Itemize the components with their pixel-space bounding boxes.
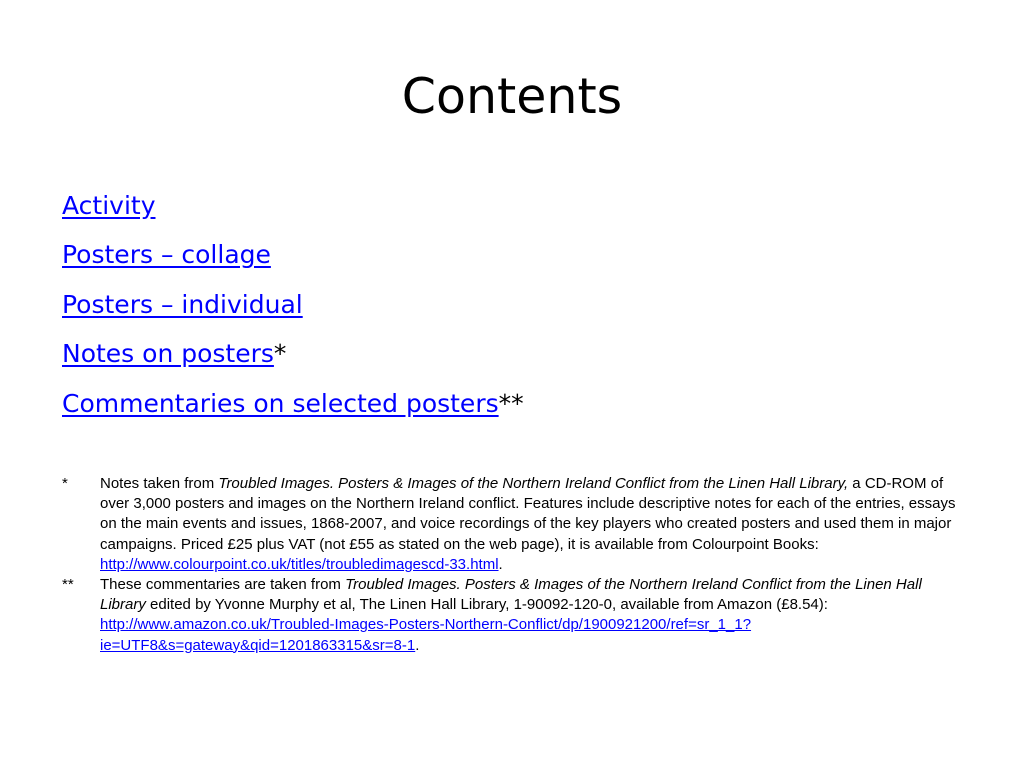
footnote-end: . (415, 636, 420, 654)
amazon-link[interactable]: http://www.amazon.co.uk/Troubled-Images-Posters-Northern-Conflict/dp/1900921200/ref=sr_1_1?ie=UTF8&s=gateway&qid=1201863315&sr=8-1 (100, 616, 752, 654)
activity-link[interactable]: Activity (62, 191, 156, 220)
notes-on-posters-link[interactable]: Notes on posters (62, 339, 274, 369)
footnote-intro: These commentaries are taken from (100, 576, 346, 594)
footnote-source-title: Troubled Images. Posters & Images of the Northern Ireland Conflict from the Linen Hall Library, (218, 475, 849, 492)
colourpoint-link[interactable]: http://www.colourpoint.co.uk/titles/troubledimagescd-33.html (100, 555, 499, 573)
footnotes (62, 474, 962, 656)
footnote-body: a CD-ROM of over 3,000 posters and images on the Northern Ireland conflict. Features include descriptive notes for each of the entries, essays on the main events and issues, 1868-2007, and voice recordings of the key players who created posters and used them in major campaigns. Priced £25 plus VAT (not £55 as stated on the web page), it is available from Colourpoint Books: (100, 475, 956, 553)
footnote-marker: ** (62, 576, 74, 594)
contents-item-posters-individual (62, 282, 962, 331)
posters-collage-link[interactable]: Posters – collage (62, 240, 271, 270)
notes-asterisk: * (273, 339, 287, 369)
footnote-intro: Notes taken from (100, 475, 219, 492)
slide-title: Contents (401, 68, 623, 125)
posters-individual-link[interactable]: Posters – individual (62, 289, 303, 319)
footnote-marker: * (62, 475, 68, 492)
contents-item-notes-on-posters (62, 331, 962, 380)
footnote-body: edited by Yvonne Murphy et al, The Linen Hall Library, 1-90092-120-0, available from Amazon (£8.54): (145, 596, 828, 614)
footnote-notes-source (62, 474, 962, 575)
footnote-end: . (498, 555, 503, 573)
footnote-commentaries-source (62, 575, 962, 656)
contents-item-commentaries (62, 381, 962, 430)
contents-item-posters-collage (62, 232, 962, 281)
contents-item-activity (62, 183, 962, 232)
footnote-source-title: Troubled Images. Posters & Images of the Northern Ireland Conflict from the Linen Hall Library (100, 576, 922, 614)
contents-list (62, 183, 962, 430)
commentaries-asterisks: ** (498, 388, 524, 418)
commentaries-link[interactable]: Commentaries on selected posters (62, 388, 499, 418)
